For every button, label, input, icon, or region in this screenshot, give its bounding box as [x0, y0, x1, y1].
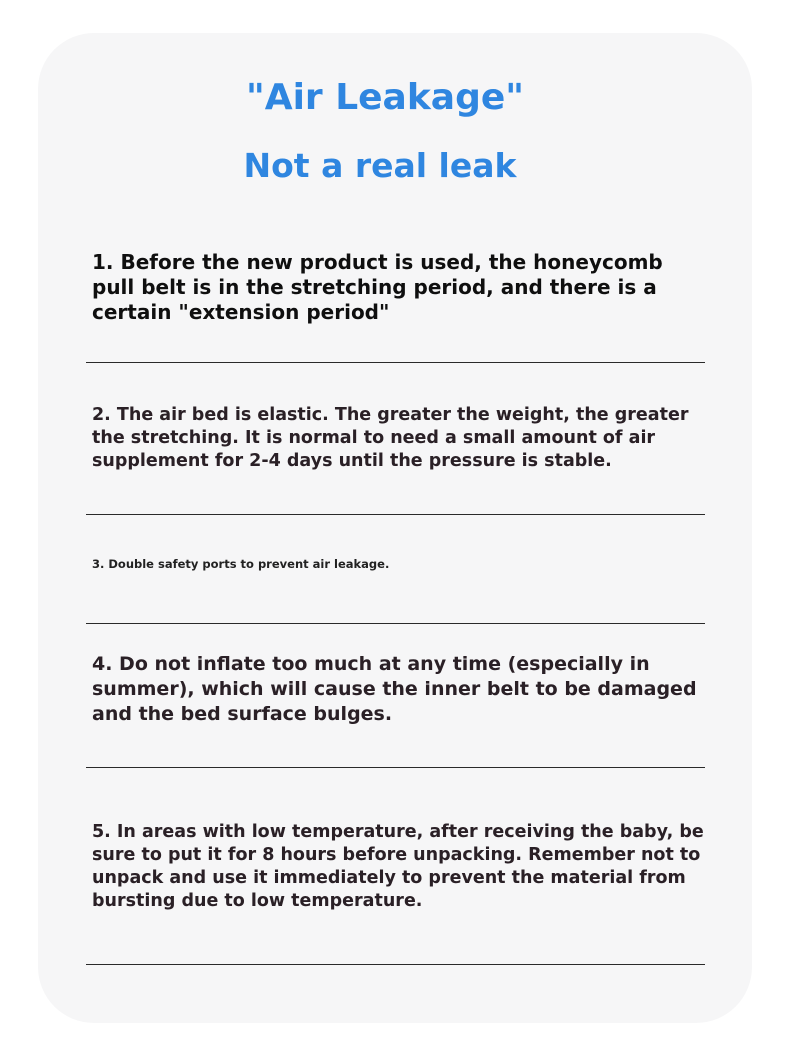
divider-4 [86, 767, 705, 768]
divider-2 [86, 514, 705, 515]
divider-3 [86, 623, 705, 624]
note-item-2: 2. The air bed is elastic. The greater the weight, the greater the stretching. It is normal to need a small amount of air supplement for 2-4 days until the pressure is stable. [92, 405, 689, 471]
note-item-5: 5. In areas with low temperature, after receiving the baby, be sure to put it for 8 hours before unpacking. Remember not to unpack and use it immediately to prevent the material from bursting due to low temperature. [92, 822, 704, 911]
divider-5 [86, 964, 705, 965]
note-item-1: 1. Before the new product is used, the honeycomb pull belt is in the stretching period, and there is a certain "extension period" [92, 250, 663, 324]
note-item-3: 3. Double safety ports to prevent air leakage. [92, 557, 390, 571]
page-subtitle: Not a real leak [243, 146, 517, 185]
page-title: "Air Leakage" [245, 77, 525, 118]
divider-1 [86, 362, 705, 363]
note-item-4: 4. Do not inflate too much at any time (especially in summer), which will cause the inner belt to be damaged and the bed surface bulges. [92, 653, 697, 725]
